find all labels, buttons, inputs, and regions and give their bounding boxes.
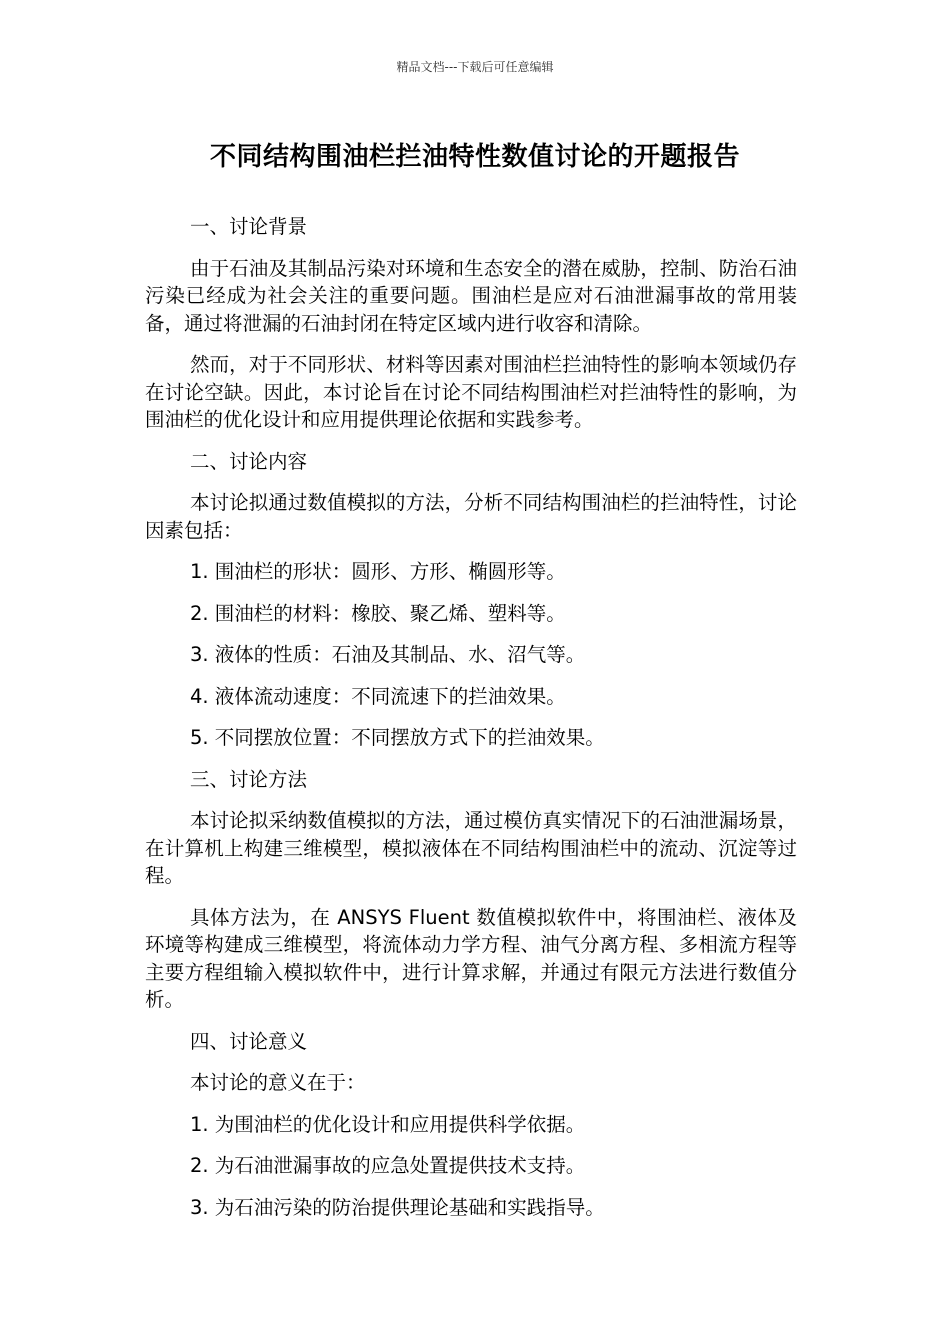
document-body [145,213,797,1235]
list-item-material: 2. 围油栏的材料：橡胶、聚乙烯、塑料等。 [190,601,566,625]
paragraph-method-2: 具体方法为，在 ANSYS Fluent 数值模拟软件中，将围油栏、液体及环境等构建成三维模型，将流体动力学方程、油气分离方程、多相流方程等主要方程组输入模拟软件中，进行计算求解，并通过有限元方法进行数值分析。 [145,905,797,1011]
list-item-flow-speed: 4. 液体流动速度：不同流速下的拦油效果。 [190,684,566,708]
document-title: 不同结构围油栏拦油特性数值讨论的开题报告 [209,142,740,172]
paragraph-background-1: 由于石油及其制品污染对环境和生态安全的潜在威胁，控制、防治石油污染已经成为社会关注的重要问题。围油栏是应对石油泄漏事故的常用装备，通过将泄漏的石油封闭在特定区域内进行收容和清除。 [145,256,797,335]
list-item-significance-3: 3. 为石油污染的防治提供理论基础和实践指导。 [190,1195,605,1219]
section-heading-significance: 四、讨论意义 [190,1029,308,1053]
page-header-note: 精品文档---下载后可任意编辑 [396,60,554,74]
section-heading-content: 二、讨论内容 [190,449,308,473]
paragraph-significance-intro: 本讨论的意义在于： [190,1071,366,1094]
paragraph-content-intro: 本讨论拟通过数值模拟的方法，分析不同结构围油栏的拦油特性，讨论因素包括： [145,491,797,542]
paragraph-background-2: 然而，对于不同形状、材料等因素对围油栏拦油特性的影响本领域仍存在讨论空缺。因此，本讨论旨在讨论不同结构围油栏对拦油特性的影响，为围油栏的优化设计和应用提供理论依据和实践参考。 [145,353,797,431]
section-heading-method: 三、讨论方法 [190,767,308,791]
list-item-shape: 1. 围油栏的形状：圆形、方形、椭圆形等。 [190,560,566,583]
list-item-significance-1: 1. 为围油栏的优化设计和应用提供科学依据。 [190,1112,586,1136]
list-item-significance-2: 2. 为石油泄漏事故的应急处置提供技术支持。 [190,1154,586,1177]
list-item-liquid-property: 3. 液体的性质：石油及其制品、水、沼气等。 [190,643,586,666]
list-item-placement: 5. 不同摆放位置：不同摆放方式下的拦油效果。 [190,726,605,749]
paragraph-method-1: 本讨论拟采纳数值模拟的方法，通过模仿真实情况下的石油泄漏场景，在计算机上构建三维模型，模拟液体在不同结构围油栏中的流动、沉淀等过程。 [145,809,797,887]
section-heading-background: 一、讨论背景 [190,215,308,238]
